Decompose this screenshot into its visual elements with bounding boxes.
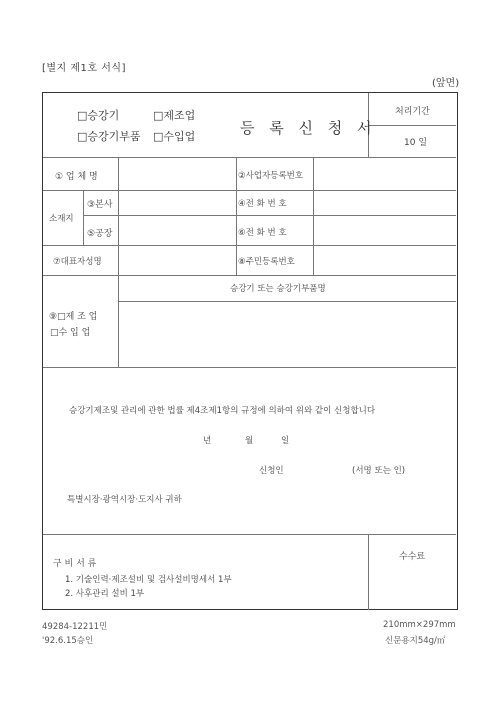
business-type-manufacturing[interactable]: ⑨□제 조 업 bbox=[49, 312, 98, 322]
company-name-label: ① 업 체 명 bbox=[55, 172, 98, 182]
year-label: 년 bbox=[203, 436, 212, 446]
form-title: 등 록 신 청 서 bbox=[240, 119, 377, 137]
row-divider bbox=[43, 275, 456, 276]
phone-1-label: ④전 화 번 호 bbox=[238, 199, 287, 209]
col-divider bbox=[83, 190, 84, 245]
processing-divider bbox=[368, 125, 456, 126]
row-divider bbox=[43, 245, 456, 246]
phone-2-label: ⑥전 화 번 호 bbox=[238, 228, 287, 238]
product-name-header: 승강기 또는 승강기부품명 bbox=[230, 284, 326, 294]
col-divider bbox=[368, 534, 369, 610]
row-divider bbox=[83, 215, 456, 216]
business-reg-no-label: ②사업자등록번호 bbox=[238, 171, 304, 181]
business-type-import[interactable]: □수 입 업 bbox=[50, 328, 91, 338]
col-divider bbox=[118, 157, 119, 275]
row-divider bbox=[43, 157, 456, 158]
paper-size: 210mm×297mm bbox=[383, 620, 456, 630]
document-item-2: 2. 사후관리 설비 1부 bbox=[65, 589, 145, 599]
page-side-label: (앞면) bbox=[432, 78, 460, 89]
factory-label: ⑤공장 bbox=[87, 229, 113, 239]
resident-reg-no-label: ⑧주민등록번호 bbox=[238, 257, 295, 267]
checkbox-manufacturing[interactable]: □제조업 bbox=[153, 109, 196, 122]
applicant-label: 신청인 bbox=[259, 466, 284, 476]
row-divider bbox=[43, 190, 456, 191]
paper-type: 신문용지54g/㎡ bbox=[385, 636, 446, 646]
head-office-label: ③본사 bbox=[87, 200, 113, 210]
checkbox-import[interactable]: □수입업 bbox=[153, 130, 196, 143]
row-divider bbox=[43, 534, 456, 535]
col-divider bbox=[118, 275, 119, 367]
representative-label: ⑦대표자성명 bbox=[53, 257, 102, 267]
checkbox-elevator-parts[interactable]: □승강기부품 bbox=[77, 130, 141, 143]
form-number: 49284-12211민 bbox=[42, 622, 108, 632]
col-divider bbox=[313, 157, 314, 275]
checkbox-elevator[interactable]: □승강기 bbox=[77, 109, 120, 122]
row-divider bbox=[43, 367, 456, 368]
declaration-statement: 승강기제조및 관리에 관한 법률 제4조제1항의 규정에 의하여 위와 같이 신청합니다 bbox=[69, 406, 376, 416]
required-documents-label: 구 비 서 류 bbox=[53, 559, 97, 569]
day-label: 일 bbox=[281, 436, 290, 446]
registration-form bbox=[42, 92, 458, 610]
col-divider bbox=[236, 157, 237, 275]
form-label: [별지 제1호 서식] bbox=[42, 63, 126, 74]
approval-date: '92.6.15승인 bbox=[42, 636, 94, 646]
document-item-1: 1. 기술인력·제조설비 및 검사설비명세서 1부 bbox=[65, 575, 232, 585]
location-label: 소재지 bbox=[49, 214, 74, 224]
fee-label: 수수료 bbox=[399, 552, 426, 562]
row-divider bbox=[118, 301, 456, 302]
processing-period-value: 10 일 bbox=[404, 138, 428, 148]
month-label: 월 bbox=[245, 436, 254, 446]
processing-period-label: 처리기간 bbox=[395, 107, 430, 117]
addressee: 특별시장·광역시장·도지사 귀하 bbox=[67, 495, 182, 505]
signature-label: (서명 또는 인) bbox=[352, 466, 406, 476]
